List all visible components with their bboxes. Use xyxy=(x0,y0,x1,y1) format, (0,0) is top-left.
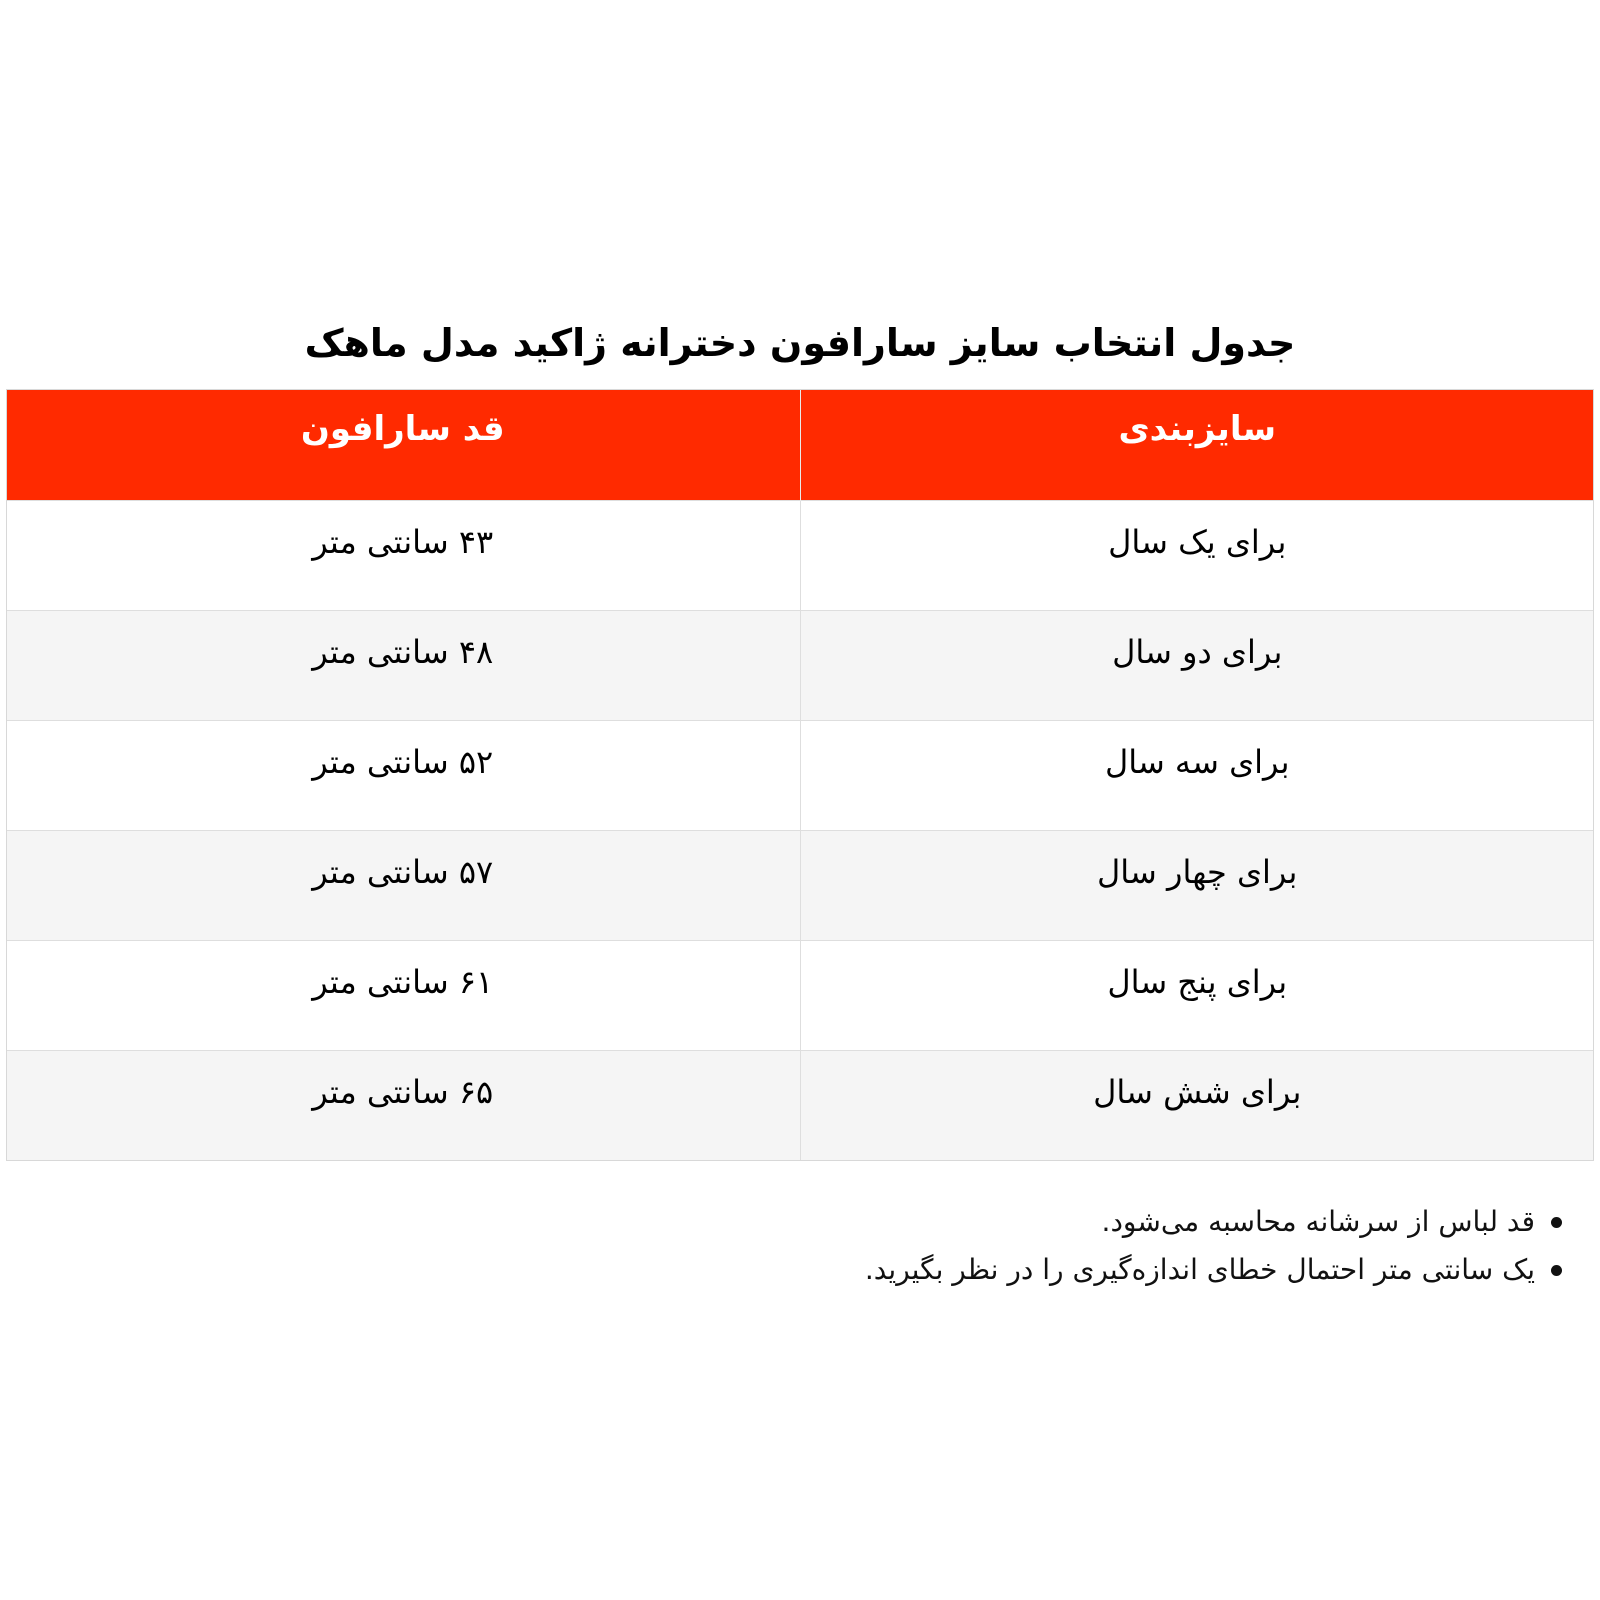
table-row xyxy=(6,610,1594,720)
note-item xyxy=(865,1246,1562,1294)
table-row xyxy=(6,500,1594,610)
table-header xyxy=(6,389,1594,500)
note-text: یک سانتی متر احتمال خطای اندازه‌گیری را در نظر بگیرید. xyxy=(864,1253,1535,1286)
cell-size: برای سه سال xyxy=(800,720,1594,830)
table-header-row xyxy=(6,389,1594,500)
table-row xyxy=(6,720,1594,830)
table-body xyxy=(6,500,1594,1160)
bullet-icon xyxy=(1551,1265,1562,1276)
cell-length: ۶۵ سانتی متر xyxy=(6,1050,800,1160)
cell-size: برای چهار سال xyxy=(800,830,1594,940)
header-size: سایزبندی xyxy=(800,389,1594,500)
size-chart-table xyxy=(6,389,1594,1160)
notes-list xyxy=(865,1198,1562,1294)
cell-size: برای یک سال xyxy=(800,500,1594,610)
cell-length: ۴۸ سانتی متر xyxy=(6,610,800,720)
page-title: جدول انتخاب سایز سارافون دخترانه ژاکید مدل ماهک xyxy=(304,321,1296,365)
cell-size: برای دو سال xyxy=(800,610,1594,720)
table-row xyxy=(6,830,1594,940)
cell-length: ۵۷ سانتی متر xyxy=(6,830,800,940)
table-row xyxy=(6,1050,1594,1160)
cell-length: ۶۱ سانتی متر xyxy=(6,940,800,1050)
cell-size: برای پنج سال xyxy=(800,940,1594,1050)
cell-size: برای شش سال xyxy=(800,1050,1594,1160)
note-item xyxy=(865,1198,1562,1246)
cell-length: ۵۲ سانتی متر xyxy=(6,720,800,830)
note-text: قد لباس از سرشانه محاسبه می‌شود. xyxy=(1101,1205,1535,1238)
table-row xyxy=(6,940,1594,1050)
bullet-icon xyxy=(1551,1217,1562,1228)
cell-length: ۴۳ سانتی متر xyxy=(6,500,800,610)
header-length: قد سارافون xyxy=(6,389,800,500)
